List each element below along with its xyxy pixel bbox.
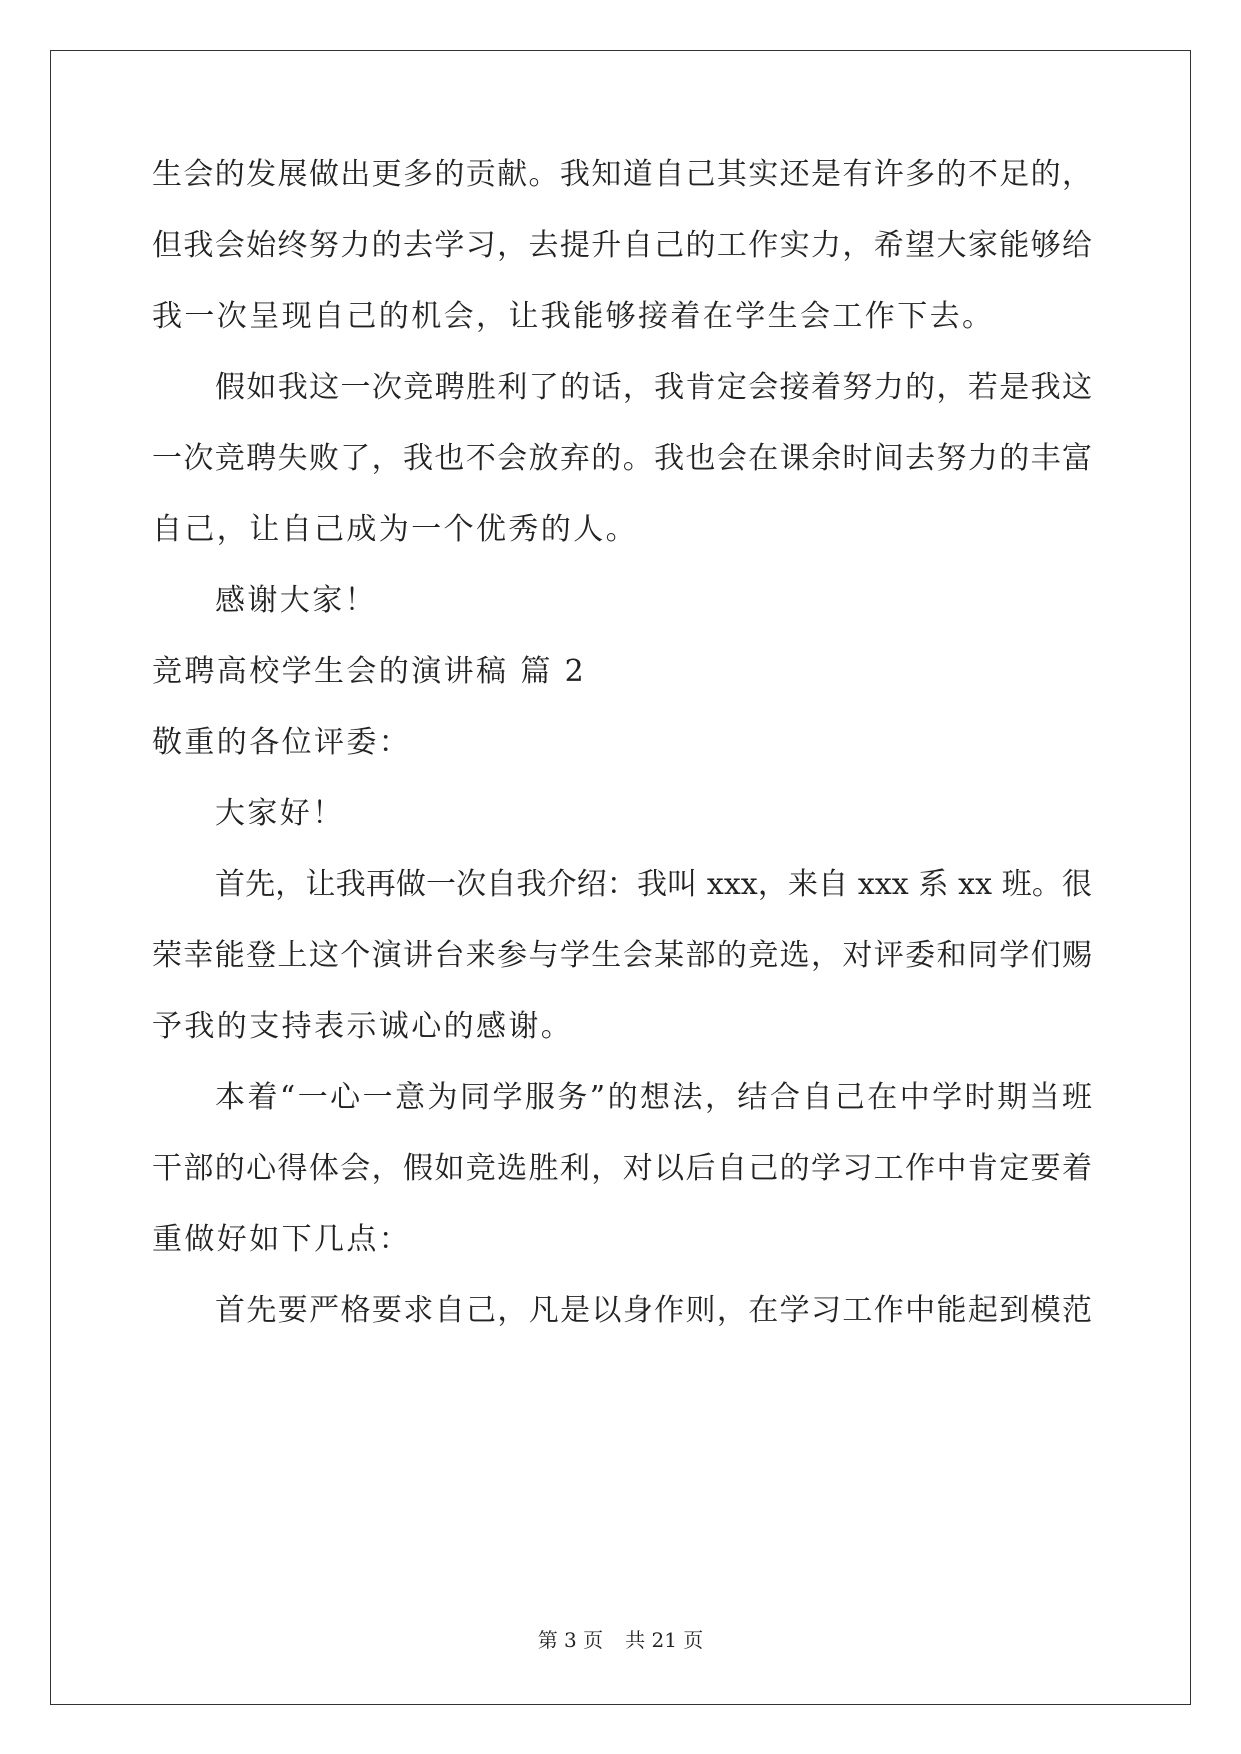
section-heading: 竞聘高校学生会的演讲稿 篇 2 xyxy=(152,654,587,689)
body-line: 生会的发展做出更多的贡献。我知道自己其实还是有许多的不足的， xyxy=(152,157,1092,192)
body-line: 荣幸能登上这个演讲台来参与学生会某部的竞选，对评委和同学们赐 xyxy=(152,938,1092,973)
body-line: 重做好如下几点： xyxy=(152,1222,412,1257)
body-line: 本着“一心一意为同学服务”的想法，结合自己在中学时期当班 xyxy=(215,1080,1092,1115)
body-line: 自己，让自己成为一个优秀的人。 xyxy=(152,512,638,547)
body-line: 假如我这一次竞聘胜利了的话，我肯定会接着努力的，若是我这 xyxy=(215,370,1092,405)
body-line: 但我会始终努力的去学习，去提升自己的工作实力，希望大家能够给 xyxy=(152,228,1092,263)
salutation: 敬重的各位评委： xyxy=(152,725,412,760)
body-line: 感谢大家！ xyxy=(215,583,377,618)
greeting: 大家好！ xyxy=(215,796,345,831)
body-line: 予我的支持表示诚心的感谢。 xyxy=(152,1009,574,1044)
page-footer xyxy=(0,1627,1241,1653)
page-total: 共 21 页 xyxy=(625,1628,704,1652)
body-line: 首先要严格要求自己，凡是以身作则，在学习工作中能起到模范 xyxy=(215,1293,1092,1328)
body-line: 干部的心得体会，假如竞选胜利，对以后自己的学习工作中肯定要着 xyxy=(152,1151,1092,1186)
body-line: 首先，让我再做一次自我介绍：我叫 xxx，来自 xxx 系 xx 班。很 xyxy=(215,867,1092,902)
body-line: 我一次呈现自己的机会，让我能够接着在学生会工作下去。 xyxy=(152,299,995,334)
body-line: 一次竞聘失败了，我也不会放弃的。我也会在课余时间去努力的丰富 xyxy=(152,441,1092,476)
page-number: 第 3 页 xyxy=(537,1628,604,1652)
